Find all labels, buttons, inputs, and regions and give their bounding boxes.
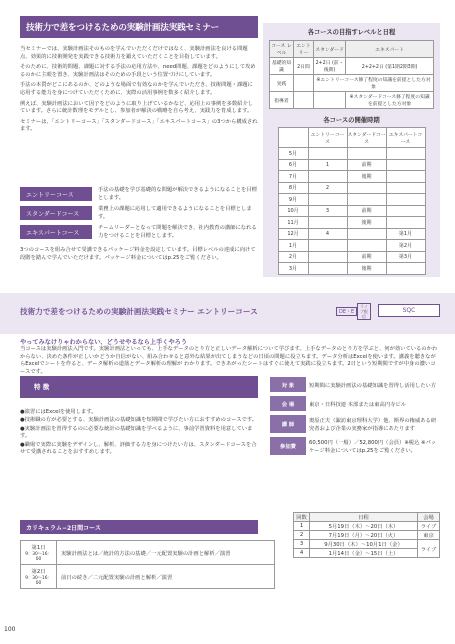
cell: 1 — [294, 522, 310, 531]
cell: 2+2日 (前・後期) — [313, 58, 345, 75]
cell — [308, 217, 347, 229]
cell — [308, 148, 347, 160]
header-cell: コース レベル — [270, 41, 294, 58]
paragraph: 当セミナーでは、実験計画法そのものを学んでいただくだけではなく、実験計画法を良ける問題点、効果的に技術開発を実践できる技術力を鍛えていただくことを目指しています。 — [20, 46, 248, 60]
cell — [386, 263, 425, 275]
cell — [347, 228, 386, 240]
info-value: 奥原正夫（諏訪東京理科大学）他、斯界の権威ある研究者および企業の実務家が指導にあたります — [309, 418, 437, 432]
intro-text: 当コースは実験計画法入門です。実験計画法といっても、上手なデータのとり方と正しいデータ解析について学びます。上手なデータのとり方を学ぶと、何が効いているのかわからない、決めた条件が正しいかどうか自信がない、組み合わせると意外な結果が出てしまうなどの日頃の問題に役立ちます。データ分析はExcelを使います。講義を聴きながらExcelでシートを作ると、データ解析の道筋とデータ解析の理解が わかります。できあがったシートはすぐに使えて実践に役立ちます。2日という短期間ですが中身の濃いコースです。 — [20, 346, 438, 375]
course-desc: 業務上の課題に応用して適用できるようになることを目標とします。 — [98, 206, 252, 220]
paragraph: 手法の本質がどこにあるのか、どのような場面で有効なのかを学んでいただき、技術問題・課題に応用する能力を身につけていただくために、実際の活用事例を数多く紹介します。 — [20, 82, 253, 96]
paragraph: 例えば、実験計画法において因子をどのように取り上げているかなど、応用上の事例を多数紹介しています。さらに統計数理をモデルとし、参加者が解決の戦略を自ら考え、実践力を育成します。 — [20, 100, 254, 115]
cell: 2 — [308, 182, 347, 194]
cell — [386, 217, 425, 229]
package-note: 3つのコースを組み合せて受講できるパッケージ料金を設定しています。目標レベルの達成に向けて段階を踏んで学んでいただけます。パッケージ料金についてはp.25をご覧ください。 — [20, 247, 256, 261]
cell: 10月 — [278, 205, 308, 217]
header-cell: エントリー — [293, 41, 313, 58]
header-cell: 日程 — [310, 513, 418, 522]
cell: ※エントリーコース修了程度の知識を前提とした方対象 — [313, 75, 433, 92]
course-row — [20, 225, 258, 240]
info-key: 会 場 — [270, 396, 306, 411]
cell: 前期 — [347, 159, 386, 171]
cell: 3月 — [278, 263, 308, 275]
cell — [308, 263, 347, 275]
cell — [347, 182, 386, 194]
header-cell: 会場 — [418, 513, 440, 522]
cell — [386, 205, 425, 217]
cell — [386, 182, 425, 194]
cell — [386, 194, 425, 206]
cell: 11月 — [278, 217, 308, 229]
cell: 後期 — [347, 171, 386, 183]
cell: ライブ — [418, 522, 440, 531]
cell: 1月14日（金）〜15日（土） — [310, 549, 418, 558]
cell: 第1月 — [386, 228, 425, 240]
feature-item: ●演習にはExcelを使用します。 — [20, 409, 97, 415]
course-label: エントリーコース — [20, 187, 92, 201]
cell: 6月 — [278, 159, 308, 171]
cell: ライブ — [418, 540, 440, 558]
features-header: 特 徴 — [20, 376, 258, 398]
features-list — [20, 409, 258, 456]
paragraph: セミナーは、「エントリーコース」「スタンダードコース」「エキスパートコース」の3つから構成されます。 — [20, 118, 258, 133]
cell — [293, 75, 313, 92]
section-title: 技術力で差をつけるための実験計画法実践セミナー エントリーコース — [20, 307, 258, 316]
day-label: 第1日 — [31, 545, 46, 551]
cell: 3 — [294, 540, 310, 549]
cell — [386, 148, 425, 160]
cell: 基礎的知識 — [270, 58, 294, 75]
cell — [347, 148, 386, 160]
feature-item: ●実験計画法を習得するのに必要な統計の基礎知識を学べるように、事前学習資料を用意しています。 — [20, 425, 253, 440]
course-info-panel — [263, 23, 440, 277]
dates-table — [293, 512, 440, 558]
cell: 第3月 — [386, 251, 425, 263]
info-value: 東京・日科技連 本部または東高円寺ビル — [309, 401, 407, 408]
header-cell: エントリーコース — [308, 128, 347, 148]
levels-table — [269, 40, 434, 109]
info-key: 講 師 — [270, 415, 306, 433]
day-label: 第2日 — [31, 569, 46, 575]
cell: 8月 — [278, 182, 308, 194]
cell — [308, 171, 347, 183]
info-key: 参加費 — [270, 437, 306, 455]
cell — [347, 194, 386, 206]
header-cell: エキスパート — [346, 41, 434, 58]
header-cell: 回数 — [294, 513, 310, 522]
course-code-badge: DE・E — [336, 307, 357, 316]
cell: 4 — [308, 228, 347, 240]
cell: 5月19日（木）〜20日（木） — [310, 522, 418, 531]
cell — [308, 194, 347, 206]
course-list — [20, 187, 258, 241]
curriculum-header: カリキュラム−2日間コース — [20, 520, 258, 534]
course-label: スタンダードコース — [20, 206, 92, 220]
cell — [386, 159, 425, 171]
cell: 4 — [294, 549, 310, 558]
info-table — [270, 373, 440, 459]
cell: 1 — [308, 159, 347, 171]
live-badge: ライブ配信 — [357, 303, 371, 320]
header-cell: スタンダードコース — [347, 128, 386, 148]
cell: 2月 — [278, 251, 308, 263]
feature-item: ●職場で実際に実験をデザインし、解析、評価する力を身につけたい方は、スタンダードコースを合せて受講されることをおすすめします。 — [20, 441, 257, 456]
cell: 2日間 — [293, 58, 313, 75]
cell — [386, 171, 425, 183]
cell — [347, 240, 386, 252]
cell: 2 — [294, 531, 310, 540]
cell: 第2月 — [386, 240, 425, 252]
schedule-table — [278, 127, 426, 275]
course-desc: 手法の基礎を学び基礎的な問題が解決できるようになることを目標とします。 — [98, 187, 257, 201]
cell — [293, 92, 313, 109]
cell — [313, 92, 345, 109]
cell: 指導者 — [270, 92, 294, 109]
intro-paragraphs — [20, 46, 258, 134]
cell: 前期 — [347, 251, 386, 263]
cell: 2+2+2日 (第1期2期3期) — [346, 58, 434, 75]
day-time: 9：30〜16：00 — [25, 576, 52, 586]
curriculum-table — [20, 540, 275, 589]
feature-item: ●技術職の方が必要とする、実験計画法の基礎知識を短期間で学びたい方におすすめのコースです。 — [20, 417, 258, 424]
header-cell: エキスパートコース — [386, 128, 425, 148]
levels-title: 各コースの目指すレベルと日程 — [307, 29, 396, 36]
header-cell: スタンダード — [313, 41, 345, 58]
page-number: 100 — [4, 626, 16, 633]
day-content: 前日の続き／二元配置実験の計画と解析／演習 — [57, 565, 275, 589]
cell: 1月 — [278, 240, 308, 252]
cell: 東京 — [418, 531, 440, 540]
cell: 5月 — [278, 148, 308, 160]
cell: 後期 — [347, 263, 386, 275]
cell: 7月 — [278, 171, 308, 183]
cell: 後期 — [347, 217, 386, 229]
lead-text: やってみなけりゃわからない、どうせやるなら上手くやろう — [20, 339, 188, 346]
cell: 前期 — [347, 205, 386, 217]
info-key: 対 象 — [270, 377, 306, 392]
course-desc: チームリーダーとなって問題を解決でき、社内教育の講師になれる力をつけることを目標とします。 — [98, 225, 257, 239]
category-tag: SQC — [378, 304, 440, 317]
cell — [308, 251, 347, 263]
day-time: 9：30〜16：00 — [25, 552, 52, 562]
cell: 実践 — [270, 75, 294, 92]
cell: 9月 — [278, 194, 308, 206]
cell: ※スタンダードコース修了程度の知識を前提とした方対象 — [346, 92, 434, 109]
paragraph: そのために、技術的問題、課題に対する手法の応用方法や、need問題、課題をどのようにして攻めるのかに主眼を置き、実験計画法はそのための手段という位置づけにしています。 — [20, 64, 256, 78]
cell: 7月19日（月）〜20日（火） — [310, 531, 418, 540]
cell: 12月 — [278, 228, 308, 240]
header-cell — [278, 128, 308, 148]
cell: 9月30日（木）〜10月1日（金） — [310, 540, 418, 549]
info-value: 短期間に実験計画法の基礎知識を習得し活用したい方 — [309, 382, 437, 389]
schedule-title: 各コースの開催時期 — [323, 117, 380, 124]
cell — [308, 240, 347, 252]
day-content: 実験計画法とは／統計的方法の基礎／一元配置実験の計画と解析／演習 — [57, 541, 275, 565]
course-label: エキスパートコース — [20, 225, 92, 239]
cell: 3 — [308, 205, 347, 217]
page-title: 技術力で差をつけるための実験計画法実践セミナー — [20, 16, 258, 38]
info-value: 60,500円（一般）／52,800円（会員）※税込 ※パッケージ料金についてはp.25をご覧ください。 — [309, 440, 437, 454]
course-row — [20, 187, 258, 202]
course-row — [20, 206, 258, 221]
